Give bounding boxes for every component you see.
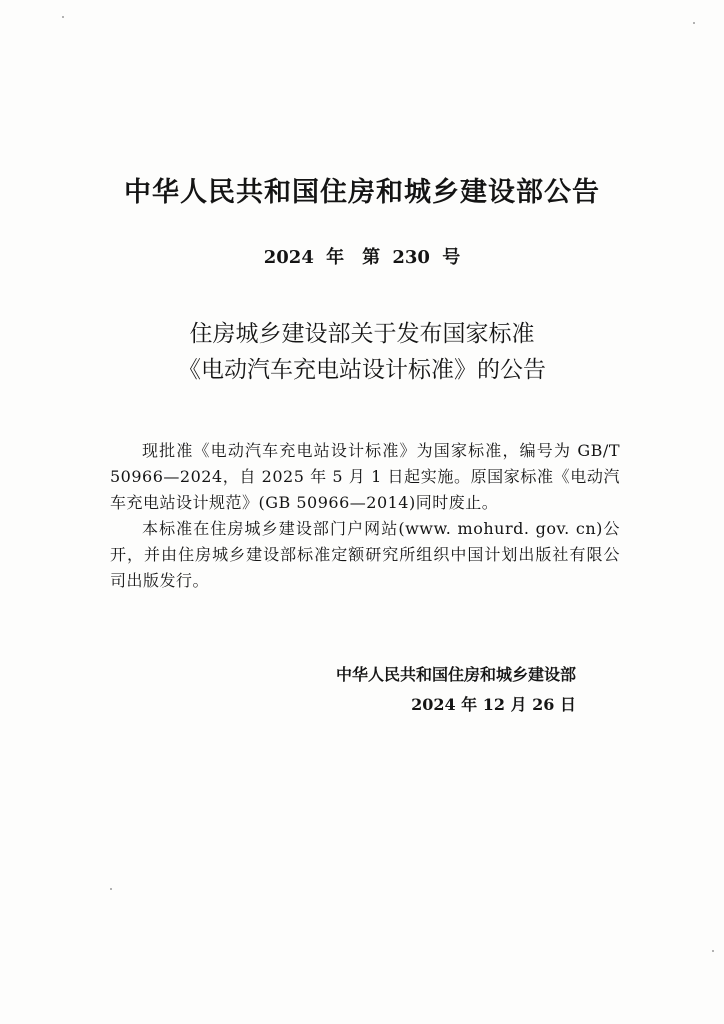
- scan-speck: [693, 22, 695, 24]
- scan-speck: [62, 16, 64, 18]
- scan-speck: [110, 888, 112, 890]
- issue-number: 2024 年 第 230 号: [263, 247, 461, 268]
- body-paragraph-1: 现批准《电动汽车充电站设计标准》为国家标准，编号为 GB/T 50966—2024，自 2025 年 5 月 1 日起实施。原国家标准《电动汽车充电站设计规范》(GB 50966—2014)同时废止。: [110, 441, 620, 512]
- issuer-title: 中华人民共和国住房和城乡建设部公告: [124, 177, 600, 208]
- signature-block: [336, 660, 576, 720]
- announcement-subject: [0, 316, 724, 388]
- scan-speck: [712, 950, 714, 952]
- signature-date: 2024 年 12 月 26 日: [411, 695, 576, 714]
- subject-line-1: 住房城乡建设部关于发布国家标准: [189, 321, 535, 347]
- signature-issuer: 中华人民共和国住房和城乡建设部: [335, 665, 576, 684]
- body-paragraph-2: 本标准在住房城乡建设部门户网站(www. mohurd. gov. cn)公开，并由住房城乡建设部标准定额研究所组织中国计划出版社有限公司出版发行。: [110, 519, 620, 590]
- announcement-body: [110, 438, 620, 594]
- subject-line-2: 《电动汽车充电站设计标准》的公告: [178, 357, 546, 383]
